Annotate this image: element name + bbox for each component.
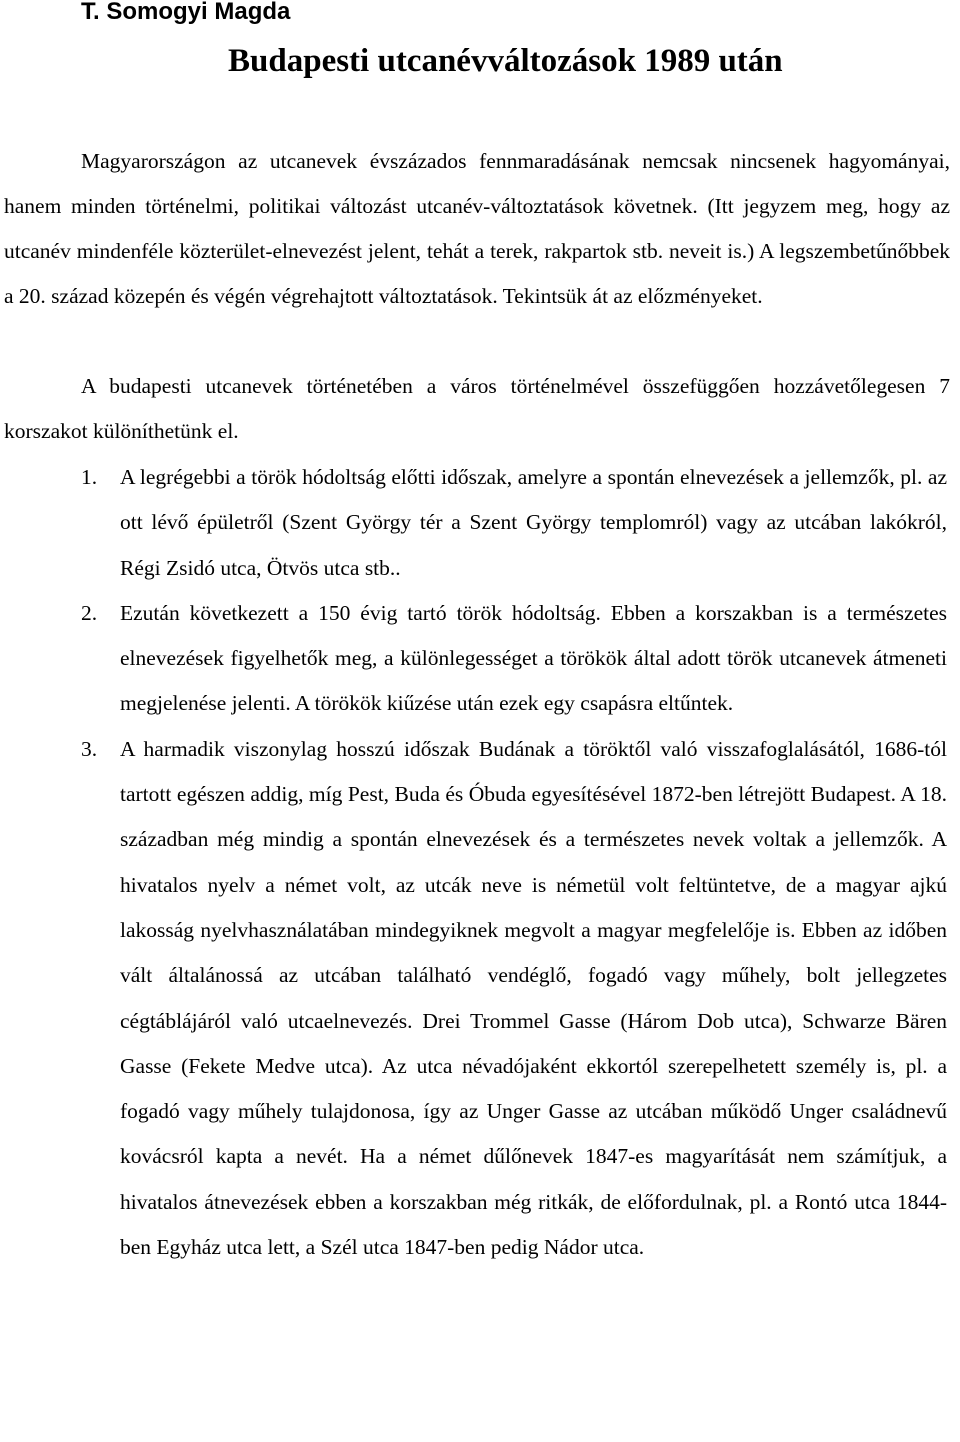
list-item-number: 3.	[81, 736, 98, 761]
periods-paragraph: A budapesti utcanevek történetében a város történelmével összefüggően hozzávetőlegesen 7 korszakot különíthetünk el.	[4, 374, 950, 443]
list-item-text: A legrégebbi a török hódoltság előtti időszak, amelyre a spontán elnevezések a jellemzők, pl. az ott lévő épületről (Szent György tér a Szent György templomról) vagy az utcában lakókról, Régi Zsidó utca, Ötvös utca stb..	[120, 465, 947, 580]
list-item	[81, 727, 947, 1271]
list-item	[81, 455, 947, 591]
intro-paragraph: Magyarországon az utcanevek évszázados fennmaradásának nemcsak nincsenek hagyományai, hanem minden történelmi, politikai változást utcanév-változtatások követnek. (Itt jegyzem meg, hogy az utcanév mindenféle közterület-elnevezést jelent, tehát a terek, rakpartok stb. neveit is.) A legszembetűnőbbek a 20. század közepén és végén végrehajtott változtatások. Tekintsük át az előzményeket.	[4, 149, 950, 308]
list-item	[81, 591, 947, 727]
list-item-text: Ezután következett a 150 évig tartó török hódoltság. Ebben a korszakban is a természetes elnevezések figyelhetők meg, a különlegességet a törökök által adott török utcanevek átmeneti megjelenése jelenti. A törökök kiűzése után ezek egy csapásra eltűntek.	[120, 600, 947, 716]
document-title: Budapesti utcanévváltozások 1989 után	[228, 43, 783, 79]
list-item-number: 1.	[81, 465, 98, 489]
period-list	[81, 455, 947, 1270]
author-name: T. Somogyi Magda	[81, 0, 291, 25]
list-item-number: 2.	[81, 600, 98, 625]
list-item-text: A harmadik viszonylag hosszú időszak Budának a töröktől való visszafoglalásától, 1686-tól tartott egészen addig, míg Pest, Buda és Óbuda egyesítésével 1872-ben létrejött Budapest. A 18. században még mindig a spontán elnevezések és a természetes nevek voltak a jellemzők. A hivatalos nyelv a német volt, az utcák neve is németül volt feltüntetve, de a magyar ajkú lakosság nyelvhasználatában mindegyiknek megvolt a magyar megfelelője is. Ebben az időben vált általánossá az utcában található vendéglő, fogadó vagy műhely, bolt jellegzetes cégtáblájáról való utcaelnevezés. Drei Trommel Gasse (Három Dob utca), Schwarze Bären Gasse (Fekete Medve utca). Az utca névadójaként ekkortól szerepelhetett személy is, pl. a fogadó vagy műhely tulajdonosa, így az Unger Gasse az utcában működő Unger családnevű kovácsról kapta a nevét. Ha a német dűlőnevek 1847-es magyarítását nem számítjuk, a hivatalos átnevezések ebben a korszakban még ritkák, de előfordulnak, pl. a Rontó utca 1844-ben Egyház utca lett, a Szél utca 1847-ben pedig Nádor utca.	[120, 736, 947, 1260]
